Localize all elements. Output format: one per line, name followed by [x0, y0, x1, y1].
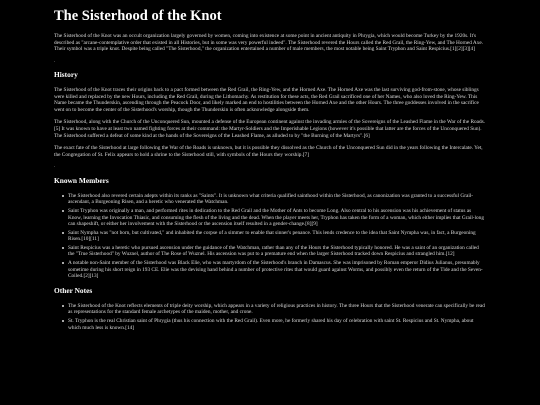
other-notes-list: [54, 303, 486, 331]
history-paragraph-2: The Sisterhood, along with the Church of the Unconquered Sun, mounted a defense of the European continent against the invading armies of the Sovereigns of the Leashed Flame in the War of the Roads.[5] It was known to have at least two named fighting forces at their command: the Martyr-Soldiers and the Imperishable Legions (however it's possible that latter are the forces of the Unconquered Sun). The Sisterhood suffered a defeat of some kind at the hands of the Sovereigns of the Leashed Flame, as alluded to by "the Burning of the Martyrs".[6]: [54, 119, 486, 139]
list-item: The Sisterhood of the Knot reflects elements of triple deity worship, which appears in a variety of religious practices in history. The three Hours that the Sisterhood venerate can specifically be read as representations for the standard female archetypes of the maiden, mother, and crone.: [68, 302, 485, 316]
page-title: The Sisterhood of the Knot: [54, 8, 222, 24]
list-item: Saint Tryphon was originally a man, and performed rites in dedication to the Red Grail and the Mother of Ants to become Long. Also central to his ascension was his achievement of status as Know, learning the Invocation Thiasic, and consuming the flesh of the living and the dead. When the player meets her, Tryphon has taken the form of a woman, which either implies that Grail-long can shapeshift, or either her involvement with the Sisterhood or the ascension itself resulted in a gender-change.[8][9]: [68, 208, 486, 228]
list-item: Saint Nympha was "not born, but cultivated," and inhabited the corpse of a simmer to enable that sinner's penance. This lends credence to the idea that Saint Nympha was, in fact, a Burgeoning Risen.[10][11]: [68, 230, 486, 243]
list-item: A notable non-Saint member of the Sisterhood was Black Elie, who was martyrdom of the Sisterhood's branch in Damascus. She was imprisoned by Roman emperor Didius Julianus, presumably sometime during his short reign in 193 CE. Elie was the devising hand behind a number of protective rites that would guard against Worms, and possibly even the return of the Tide and the Seven-Coiled.[2][13]: [68, 260, 486, 280]
list-item: St. Tryphon is the real Christian saint of Phrygia (thus his connection with the Red Grail). Even more, he formerly shared his day of celebration with saint St. Respicius and St. Nympha, about which much less is known.[14]: [68, 318, 486, 331]
known-members-list: [54, 193, 486, 280]
history-paragraph-3: The exact fate of the Sisterhood at large following the War of the Roads is unknown, but it is possible they dissolved as the Church of the Unconquered Sun did in the years following the Intercalate. Yet, the Congregation of St. Felix appears to hold a shrine to the Sisterhood still, with symbols of the Hours they worship.[7]: [54, 145, 483, 158]
intro-paragraph: The Sisterhood of the Knot was an occult organization largely governed by women, coming into existence at some point in ancient antiquity in Phrygia, which would become Turkey by the 1920s. It's described as "arcane-contemplative order that existed in all Histories, but in some was very powerful indeed". The Sisterhood revered the Hours called the Red Grail, the Ring-Yew, and The Horned Axe. Their symbol was a triple knot. Despite being called "The Sisterhood," the organization entertained a number of male members, the most notable being Saint Tryphon and Saint Respicius.[1][2][3][4]: [54, 33, 484, 53]
separator: .: [54, 163, 56, 170]
known-members-heading: Known Members: [54, 175, 109, 185]
history-paragraph-1: The Sisterhood of the Knot traces their origins back to a pact formed between the Red Grail, the Ring-Yew, and the Horned Axe. The Horned Axe was the last surviving god-from-stone, whose siblings were killed and replaced by the new Hours, including the Red Grail, during the Lithomachy. As restitution for these acts, the Red Grail sacrificed one of her Names, who also loved the Ring-Yew. This Name became the Thunderskin, ascending through the Peacock Door, and likely marked an end to hostilities between the Horned Axe and the other Hours. The three goddesses involved in the sacrifice went on to become the center of the Sisterhood's worship, though the Thunderskin is often acknowledge alongside them.: [54, 87, 479, 113]
list-item: The Sisterhood also revered certain adepts within its ranks as "Saints". It is unknown what criteria qualified sainthood within the Sisterhood, as canonization was granted to a successful Grail-ascendant, a Burgeoning Risen, and a heretic who venerated the Watchman.: [68, 193, 486, 206]
other-notes-heading: Other Notes: [54, 285, 93, 295]
list-item: Saint Respicius was a heretic who pursued ascension under the guidance of the Watchman, rather than any of the Hours the Sisterhood typically honored. He was a saint of an organization called the "True Sisterhood" by Wuznel, author of The Rose of Wuznel. His ascension was put to a premature end when the larger Sisterhood tracked down Respicius and strangled him.[12]: [68, 245, 486, 258]
separator: .: [54, 57, 56, 64]
history-heading: History: [54, 70, 78, 80]
